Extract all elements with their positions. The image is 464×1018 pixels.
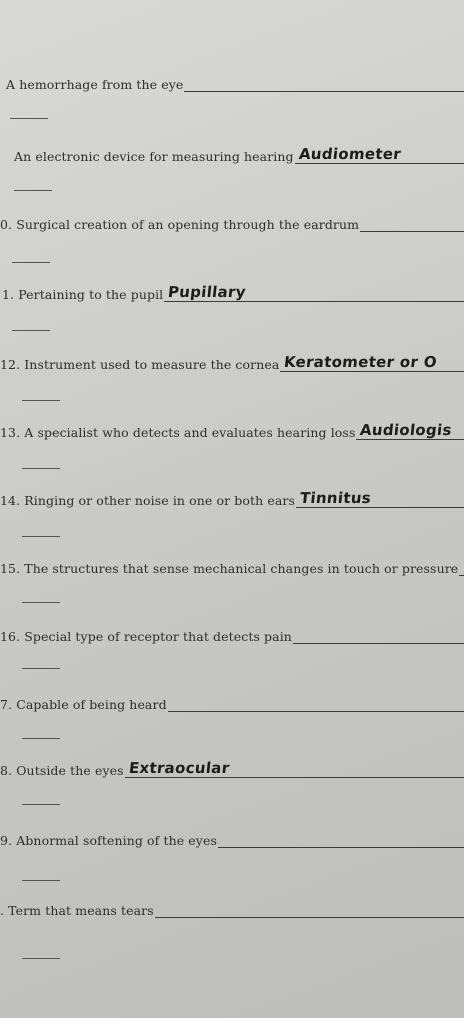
answer-blank[interactable] — [125, 777, 464, 778]
question-row — [0, 350, 464, 378]
short-line — [12, 330, 50, 331]
handwritten-answer: Extraocular — [128, 759, 231, 777]
answer-blank[interactable] — [356, 439, 464, 440]
handwritten-answer: Keratometer or O — [283, 353, 438, 371]
answer-blank[interactable] — [459, 575, 464, 576]
short-line — [22, 602, 60, 603]
short-line — [22, 400, 60, 401]
question-text: A hemorrhage from the eye — [6, 77, 184, 92]
answer-blank[interactable] — [168, 711, 464, 712]
question-text: 8. Outside the eyes — [0, 763, 124, 778]
short-line — [22, 880, 60, 881]
question-text: 7. Capable of being heard — [0, 697, 167, 712]
answer-blank[interactable] — [296, 507, 464, 508]
answer-blank[interactable] — [295, 163, 464, 164]
question-row — [0, 210, 464, 238]
question-text: . Term that means tears — [0, 903, 154, 918]
question-row — [0, 280, 464, 308]
handwritten-answer: Audiologis — [359, 421, 453, 439]
answer-blank[interactable] — [155, 917, 464, 918]
short-line — [14, 190, 52, 191]
short-line — [10, 118, 48, 119]
question-text: 12. Instrument used to measure the cornea — [0, 357, 280, 372]
question-row — [0, 622, 464, 650]
answer-blank[interactable] — [280, 371, 464, 372]
answer-blank[interactable] — [360, 231, 464, 232]
question-text: 1. Pertaining to the pupil — [2, 287, 164, 302]
question-text: 0. Surgical creation of an opening through the eardrum — [0, 217, 360, 232]
question-text: 9. Abnormal softening of the eyes — [0, 833, 217, 848]
short-line — [22, 668, 60, 669]
answer-blank[interactable] — [164, 301, 464, 302]
answer-blank[interactable] — [184, 91, 464, 92]
question-text: 15. The structures that sense mechanical changes in touch or pressure — [0, 561, 459, 576]
question-row — [0, 418, 464, 446]
short-line — [22, 536, 60, 537]
short-line — [22, 468, 60, 469]
question-text: An electronic device for measuring hearing — [14, 149, 294, 164]
question-row — [0, 826, 464, 854]
question-row — [0, 70, 464, 98]
handwritten-answer: Pupillary — [167, 283, 247, 301]
short-line — [22, 804, 60, 805]
short-line — [12, 262, 50, 263]
question-row — [0, 756, 464, 784]
question-text: 16. Special type of receptor that detects pain — [0, 629, 292, 644]
handwritten-answer: Tinnitus — [299, 489, 373, 507]
question-text: 14. Ringing or other noise in one or both ears — [0, 493, 295, 508]
handwritten-answer: Audiometer — [298, 145, 402, 163]
answer-blank[interactable] — [218, 847, 464, 848]
short-line — [22, 738, 60, 739]
question-row — [0, 896, 464, 924]
question-row — [0, 142, 464, 170]
answer-blank[interactable] — [293, 643, 464, 644]
question-row — [0, 690, 464, 718]
question-row — [0, 486, 464, 514]
short-line — [22, 958, 60, 959]
question-text: 13. A specialist who detects and evaluates hearing loss — [0, 425, 356, 440]
question-row — [0, 554, 464, 582]
